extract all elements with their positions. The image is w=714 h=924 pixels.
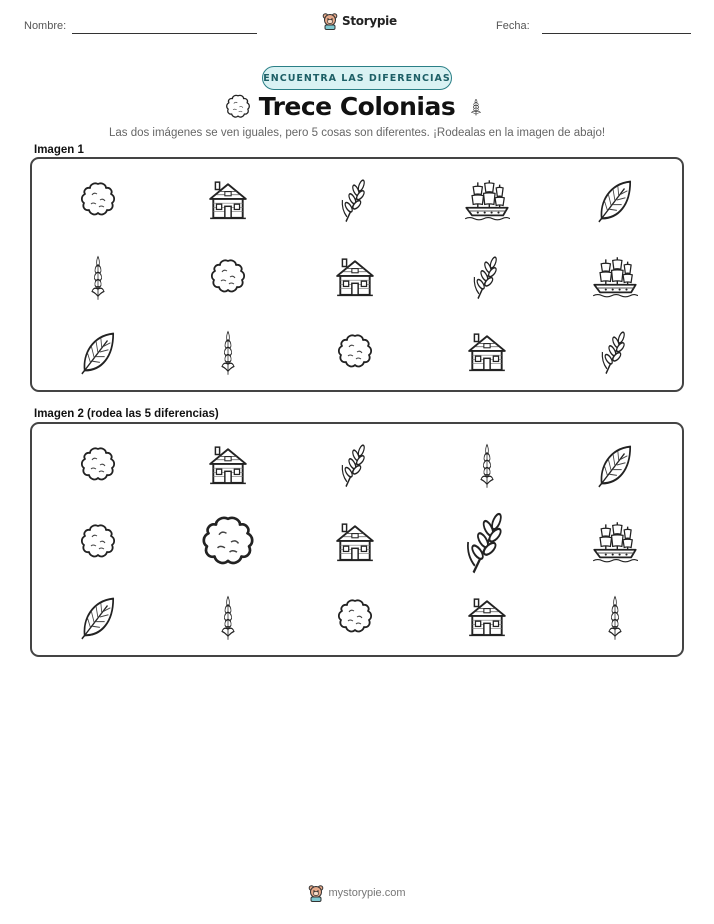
instructions: Las dos imágenes se ven iguales, pero 5 cosas son diferentes. ¡Rodealas en la imagen de abajo! xyxy=(108,127,606,139)
leaf-icon[interactable] xyxy=(596,442,634,488)
corn-icon xyxy=(467,91,485,123)
corn-icon[interactable] xyxy=(603,593,627,641)
storypie-logo xyxy=(322,12,397,30)
cotton-icon-large[interactable] xyxy=(198,513,258,571)
footer xyxy=(0,884,714,902)
corn-icon[interactable] xyxy=(475,441,499,489)
wheat-icon[interactable] xyxy=(337,441,373,489)
cotton-icon xyxy=(335,332,375,372)
bear-mascot-icon xyxy=(322,12,338,30)
ship-icon[interactable] xyxy=(592,520,638,564)
panel-1-label: Imagen 1 xyxy=(34,144,84,156)
panel-image-1 xyxy=(30,157,684,392)
house-icon xyxy=(334,256,376,298)
cotton-icon xyxy=(208,257,248,297)
cotton-icon[interactable] xyxy=(78,522,118,562)
date-label: Fecha: xyxy=(496,20,530,32)
date-line[interactable] xyxy=(542,33,691,34)
house-icon[interactable] xyxy=(207,444,249,486)
bear-mascot-icon xyxy=(308,884,324,902)
wheat-icon xyxy=(337,176,373,224)
ship-icon xyxy=(464,178,510,222)
panel-image-2[interactable] xyxy=(30,422,684,657)
wheat-icon xyxy=(597,328,633,376)
ship-icon xyxy=(592,255,638,299)
house-icon xyxy=(207,179,249,221)
house-icon[interactable] xyxy=(466,596,508,638)
cotton-icon[interactable] xyxy=(335,597,375,637)
wheat-icon-large[interactable] xyxy=(460,508,514,576)
leaf-icon xyxy=(596,177,634,223)
wheat-icon xyxy=(469,253,505,301)
page-title: Trece Colonias xyxy=(258,92,456,121)
cotton-icon xyxy=(78,180,118,220)
leaf-icon[interactable] xyxy=(79,594,117,640)
brand-name: Storypie xyxy=(342,14,397,28)
corn-icon xyxy=(216,328,240,376)
panel-2-label: Imagen 2 (rodea las 5 diferencias) xyxy=(34,408,219,420)
house-icon[interactable] xyxy=(334,521,376,563)
activity-badge: ENCUENTRA LAS DIFERENCIAS xyxy=(262,66,452,90)
corn-icon[interactable] xyxy=(216,593,240,641)
cotton-icon[interactable] xyxy=(78,445,118,485)
footer-url: mystorypie.com xyxy=(328,887,406,899)
name-label: Nombre: xyxy=(24,20,67,32)
house-icon xyxy=(466,331,508,373)
corn-icon xyxy=(86,253,110,301)
name-line[interactable] xyxy=(72,33,257,34)
leaf-icon xyxy=(79,329,117,375)
